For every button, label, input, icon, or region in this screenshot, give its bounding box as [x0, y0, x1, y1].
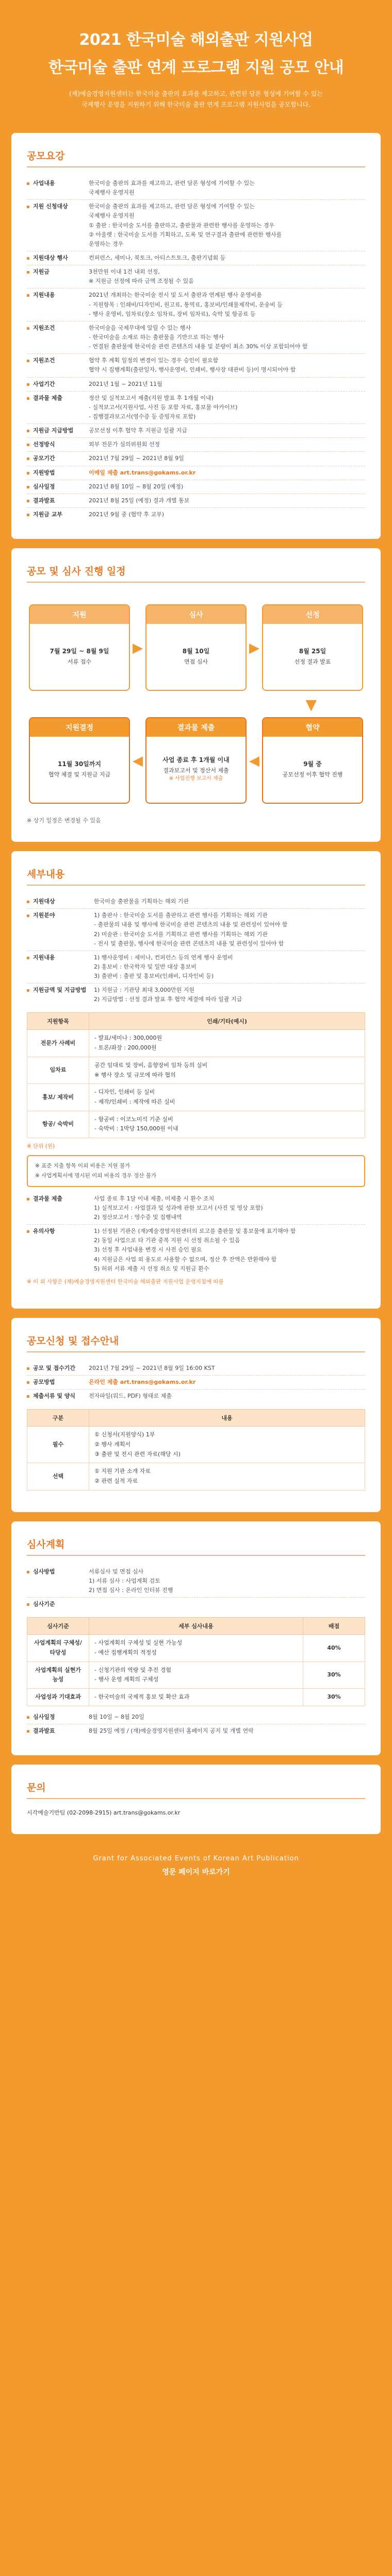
info-line[interactable]: 이메일 제출 art.trans@gokams.or.kr	[89, 469, 196, 476]
detail-list	[27, 895, 365, 1006]
table-line: - 숙박비 : 1박당 150,000원 이내	[94, 1125, 178, 1132]
info-value	[89, 510, 365, 519]
info-row	[27, 1225, 365, 1276]
table-header-cell: 구분	[27, 1410, 89, 1427]
apply-title: 공모신청 및 접수안내	[27, 1333, 365, 1352]
info-line: 한국미술 출판물을 기획하는 해외 기관	[94, 898, 189, 905]
info-value	[89, 440, 365, 449]
review-title: 심사계획	[27, 1537, 365, 1556]
info-value	[89, 426, 365, 435]
info-row	[27, 424, 365, 438]
table-category-cell: 사업계획의 구체성/타당성	[27, 1635, 89, 1662]
info-value	[94, 953, 365, 981]
table-content-cell	[89, 1463, 365, 1490]
info-label: 지원내용	[27, 291, 89, 318]
arrow-left-icon: ◀	[249, 753, 259, 769]
info-label: 결과물 제출	[27, 1194, 94, 1222]
flow-step-note: ※ 사업진행 보고서 제출	[169, 776, 223, 782]
table-line: - 제작/인쇄비 : 제작에 따른 실비	[94, 1098, 175, 1105]
table-line: ① 신청서(지원양식) 1부	[94, 1431, 155, 1438]
flow-step-desc: 면접 심사	[184, 658, 208, 665]
arrow-right-icon: ▶	[249, 640, 259, 656]
table-header-cell: 지원항목	[27, 1013, 89, 1030]
flow-step-title: 지원	[30, 605, 129, 624]
info-line: 5) 허위 서류 제출 시 선정 취소 및 지원금 환수	[94, 1265, 209, 1272]
flow-title: 공모 및 심사 진행 일정	[27, 564, 365, 583]
info-row	[27, 354, 365, 377]
info-value	[89, 394, 365, 421]
notice-line: ※ 표준 지출 항목 이외 비용은 지원 불가	[35, 1162, 130, 1169]
table-category-cell: 임차료	[27, 1057, 89, 1083]
contact-title: 문의	[27, 1780, 365, 1799]
info-value	[89, 1600, 365, 1609]
table-line: - 신청기관의 역량 및 추진 경험	[94, 1666, 171, 1673]
info-label: 지원분야	[27, 911, 94, 948]
info-line: - 전시 및 출판물, 행사에 한국미술 관련 콘텐츠의 내용 및 관련성이 있어야 함	[94, 940, 284, 947]
table-row	[27, 1111, 365, 1138]
overview-title: 공모요강	[27, 148, 365, 167]
flow-step-body	[146, 737, 246, 803]
info-line: 1) 서류 심사 : 사업계획 검토	[89, 1577, 160, 1584]
table-line: - 디자인, 인쇄비 등 실비	[94, 1089, 155, 1096]
table-content-cell	[89, 1111, 365, 1138]
table-score-cell: 40%	[303, 1635, 365, 1662]
table-row	[27, 1057, 365, 1083]
table-header-cell: 세부 심사내용	[89, 1618, 303, 1635]
flow-step	[145, 604, 247, 691]
info-label: 지원금	[27, 267, 89, 286]
hero-title: 2021 한국미술 해외출판 지원사업	[79, 31, 313, 49]
info-line: 1) 출판사 : 한국미술 도서를 출판하고 관련 행사를 기획하는 해외 기관	[94, 912, 268, 919]
table-header-row	[27, 1013, 365, 1030]
info-line: 한국미술 출판의 효과를 제고하고, 관련 담론 형성에 기여할 수 있는	[89, 203, 255, 210]
flow-step-date: 8월 25일	[299, 647, 326, 655]
table-line: - 발표/세미나 : 300,000원	[94, 1035, 162, 1042]
info-label: 지원내용	[27, 953, 94, 981]
info-row	[27, 1710, 365, 1724]
info-value	[89, 1364, 365, 1373]
flow-step-body	[146, 624, 246, 690]
info-row	[27, 378, 365, 392]
info-line: 2021년 7월 29일 ~ 2021년 8월 9일	[89, 455, 184, 462]
info-line: 1) 실적보고서 : 사업결과 및 성과에 관한 보고서 (사진 및 영상 포함)	[94, 1204, 263, 1211]
info-row	[27, 265, 365, 289]
info-row	[27, 200, 365, 251]
flow-card	[11, 548, 381, 842]
flow-step-desc: 선정 결과 발표	[294, 658, 331, 665]
info-line: 사업 종료 후 1달 이내 제출, 미제출 시 환수 조치	[94, 1195, 215, 1202]
info-line: 3) 선정 후 사업내용 변경 시 사전 승인 필요	[94, 1246, 202, 1253]
info-line: ② 아울렛 : 한국미술 도서를 기획하고, 도록 및 연구결과 출판에 관련한 행사를	[89, 231, 282, 238]
detail-list	[27, 1192, 365, 1276]
info-line: 서류심사 및 면접 심사	[89, 1568, 144, 1575]
table-content-cell	[89, 1057, 365, 1083]
info-row	[27, 1362, 365, 1376]
info-value	[89, 267, 365, 286]
table-content-cell	[89, 1662, 303, 1688]
info-value	[94, 911, 365, 948]
info-line: 2) 정산보고서 : 영수증 및 집행내역	[94, 1214, 182, 1221]
flow-step	[29, 717, 130, 804]
info-line: 1) 선정된 기관은 (재)예술경영지원센터의 로고를 출판물 및 홍보물에 표기해야 함	[94, 1228, 296, 1235]
apply-list	[27, 1362, 365, 1403]
table-row	[27, 1463, 365, 1490]
info-label: 지원금액 및 지급방법	[27, 986, 94, 1004]
table-category-cell: 전문가 사례비	[27, 1030, 89, 1057]
info-label: 지원금 지급방법	[27, 426, 89, 435]
info-line[interactable]: 온라인 제출 art.trans@gokams.or.kr	[89, 1378, 196, 1385]
hero-intro-line: 국제행사 운영을 지원하기 위해 한국미술 출판 연계 프로그램 지원사업을 공모합니다.	[81, 101, 311, 108]
flow-step-title: 협약	[263, 718, 362, 737]
down-arrow-icon: ▼	[305, 696, 317, 714]
info-value	[94, 1227, 365, 1274]
table-row	[27, 1084, 365, 1111]
info-value	[89, 1567, 365, 1595]
table-score-cell: 30%	[303, 1688, 365, 1706]
info-line: - 실적보고서(지원사업, 사진 등 포함 자료, 홍보물 아카이브)	[89, 403, 238, 411]
info-label: 지원대상 행사	[27, 253, 89, 263]
info-value	[89, 454, 365, 463]
table-line: - 예산 집행계획의 적정성	[94, 1649, 157, 1656]
info-value	[89, 202, 365, 249]
info-label: 지원조건	[27, 324, 89, 351]
table-line: - 한국미술의 국제적 홍보 및 확산 효과	[94, 1693, 190, 1700]
flow-step-date: 8월 10일	[182, 647, 210, 655]
info-label: 심사방법	[27, 1567, 89, 1595]
table-content-cell	[89, 1688, 303, 1706]
info-value	[94, 986, 365, 1004]
info-line: - 한국미술을 소재로 하는 출판물을 기반으로 하는 행사	[89, 333, 224, 341]
info-line: 한국미술 출판의 효과를 제고하고, 관련 담론 형성에 기여할 수 있는	[89, 180, 255, 187]
flow-row	[29, 717, 363, 805]
table-line: - 토론/좌장 : 200,000원	[94, 1044, 157, 1052]
flow-step	[145, 717, 247, 804]
table-line: ③ 출판 및 전시 관련 자료(해당 시)	[94, 1450, 181, 1458]
info-row	[27, 466, 365, 480]
info-row	[27, 1192, 365, 1225]
info-row	[27, 251, 365, 265]
info-value	[89, 1392, 365, 1401]
info-row	[27, 1598, 365, 1611]
info-label: 공모 및 접수기간	[27, 1364, 89, 1373]
hero-intro-line: (재)예술경영지원센터는 한국미술 출판의 효과를 제고하고, 관련된 담론 형성에 기여할 수 있는	[69, 90, 323, 97]
flow-step	[29, 604, 130, 691]
info-line: 정산 및 실적보고서 제출(지원 발표 후 1개월 이내)	[89, 394, 214, 401]
review-list	[27, 1565, 365, 1612]
info-label: 지원 신청대상	[27, 202, 89, 249]
info-label: 지원대상	[27, 897, 94, 906]
info-line: 2021년 8월 25일 (예정) 결과 개별 통보	[89, 497, 190, 504]
flow-step-body	[30, 624, 129, 690]
table-content-cell	[89, 1030, 365, 1057]
table-header-row	[27, 1618, 365, 1635]
table-content-cell	[89, 1635, 303, 1662]
info-line: - 집행결과보고서(영수증 등 증빙자료 포함)	[89, 413, 196, 420]
detail-title: 세부내용	[27, 867, 365, 886]
info-line: 2) 동일 사업으로 타 기관 중복 지원 시 선정 취소될 수 있음	[94, 1237, 240, 1244]
flow-step-title: 지원결정	[30, 718, 129, 737]
info-row	[27, 289, 365, 321]
info-value	[89, 324, 365, 351]
flow-step-body	[263, 624, 362, 690]
table-line: ② 행사 계획서	[94, 1440, 130, 1448]
info-value	[89, 253, 365, 263]
hero-subtitle: 한국미술 출판 연계 프로그램 지원 공모 안내	[48, 59, 344, 77]
info-value	[89, 1378, 365, 1387]
flow-step-title: 결과물 제출	[146, 718, 246, 737]
info-row	[27, 1389, 365, 1403]
table-header-cell: 심사기준	[27, 1618, 89, 1635]
info-label: 제출서류 및 양식	[27, 1392, 89, 1401]
info-row	[27, 508, 365, 521]
info-line: 협약 시 집행계획(출판일자, 행사운영비, 인쇄비, 행사장 대관비 등)이 명시되어야 함	[89, 366, 296, 374]
documents-table	[27, 1409, 365, 1490]
info-row	[27, 177, 365, 200]
table-row	[27, 1688, 365, 1706]
info-row	[27, 452, 365, 466]
flow-step-desc: 공모선정 이후 협약 진행	[282, 771, 343, 778]
info-line: 협약 후 계획 일정의 변경이 있는 경우 승인이 필요함	[89, 357, 219, 364]
info-row	[27, 909, 365, 951]
info-label: 결과발표	[27, 496, 89, 505]
info-line: ① 출판 : 한국미술 도서를 출판하고, 출판물과 관련한 행사를 운영하는 경우	[89, 222, 275, 229]
info-line: 외부 전문가 심의위원회 선정	[89, 441, 160, 448]
info-line: - 출판물의 내용 및 행사에 한국미술 관련 콘텐츠의 내용 및 관련성이 있어야 함	[94, 921, 288, 928]
flow-step-desc: 결과보고서 및 정산서 제출	[163, 767, 229, 774]
flow-diagram	[27, 592, 365, 809]
info-line: 2021년 9월 중 (협약 후 교부)	[89, 511, 165, 518]
info-line: 3천만원 이내 1건 내외 선정,	[89, 268, 160, 276]
info-line: 국제행사 운영지원	[89, 212, 135, 219]
table-category-cell: 선택	[27, 1463, 89, 1490]
info-line: 3) 출판비 : 출판 및 홍보비(인쇄비, 디자인비 등)	[94, 973, 214, 980]
info-label: 공모기간	[27, 454, 89, 463]
info-row	[27, 895, 365, 909]
table-header-cell: 인쇄/기타(예시)	[89, 1013, 365, 1030]
notice-line: ※ 사업계획서에 명시된 이외 비용의 경우 정산 불가	[35, 1172, 157, 1179]
info-line: 2021년 8월 10일 ~ 8월 20일 (예정)	[89, 483, 184, 490]
flow-step-date: 9월 중	[303, 760, 322, 768]
table-row	[27, 1427, 365, 1463]
table-line: ※ 행사 장소 및 규모에 따라 협의	[94, 1071, 176, 1078]
flow-step-desc: 협약 체결 및 지원금 지급	[48, 771, 111, 778]
flow-step-body	[263, 737, 362, 803]
warning-text: ※ 이 외 사항은 (재)예술경영지원센터 한국미술 해외출판 지원사업 운영지침에 따름	[27, 1278, 224, 1285]
table-line: 공간 임대료 및 장비, 음향장비 임차 등의 실비	[94, 1061, 208, 1069]
info-line: 2021년 개최하는 한국미술 전시 및 도서 출판과 연계된 행사 운영비용	[89, 292, 262, 299]
info-value	[94, 1194, 365, 1222]
table-header-cell: 내용	[89, 1410, 365, 1427]
info-row	[27, 438, 365, 452]
detail-card	[11, 851, 381, 1309]
flow-step-date: 7월 29일 ~ 8월 9일	[50, 647, 109, 655]
info-value	[89, 1726, 365, 1736]
info-value	[94, 897, 365, 906]
info-label: 공모방법	[27, 1378, 89, 1387]
info-line: 2) 홍보비 : 한국학자 및 일반 대상 홍보비	[94, 963, 197, 970]
info-row	[27, 951, 365, 984]
review-list	[27, 1710, 365, 1738]
overview-card	[11, 133, 381, 539]
info-line: 운영하는 경우	[89, 240, 124, 247]
arrow-right-icon: ▶	[133, 640, 143, 656]
info-label: 심사일정	[27, 482, 89, 492]
table-category-cell: 항공/ 숙박비	[27, 1111, 89, 1138]
info-label: 유의사항	[27, 1227, 94, 1274]
support-items-table	[27, 1012, 365, 1138]
info-line: 1) 지원금 : 기관당 최대 3,000만원 지원	[94, 987, 194, 994]
table-score-cell: 30%	[303, 1662, 365, 1688]
table-note: ※ 단위 (원)	[27, 1143, 55, 1149]
flow-step-desc: 서류 접수	[67, 658, 91, 665]
info-line: 2) 미술관 : 한국미술 도서를 기획하고 관련 행사를 기획하는 해외 기관	[94, 930, 268, 938]
table-header-cell: 배점	[303, 1618, 365, 1635]
info-value	[89, 356, 365, 375]
table-category-cell: 사업계획의 실현가능성	[27, 1662, 89, 1688]
flow-step	[262, 604, 363, 691]
notice-box	[27, 1155, 365, 1187]
contact-card	[11, 1765, 381, 1834]
info-row	[27, 494, 365, 508]
info-label: 지원금 교부	[27, 510, 89, 519]
info-label: 지원조건	[27, 356, 89, 375]
flow-step-body	[30, 737, 129, 803]
table-row	[27, 1030, 365, 1057]
table-category-cell: 사업성과 기대효과	[27, 1688, 89, 1706]
table-line: - 행사 운영 계획의 구체성	[94, 1676, 159, 1683]
info-row	[27, 480, 365, 494]
info-row	[27, 1565, 365, 1598]
info-line: ※ 지원금 선정에 따라 금액 조정될 수 있음	[89, 278, 194, 285]
table-line: - 사업계획의 구체성 및 실현 가능성	[94, 1639, 183, 1647]
info-line: 공모선정 이후 협약 후 지원금 일괄 지급	[89, 427, 187, 434]
info-label: 지원방법	[27, 468, 89, 478]
info-line: 컨퍼런스, 세미나, 북토크, 아티스트토크, 출판기념회 등	[89, 254, 226, 261]
info-line: 국제행사 운영지원	[89, 189, 135, 196]
table-row	[27, 1662, 365, 1688]
info-label: 심사기준	[27, 1600, 89, 1609]
info-row	[27, 392, 365, 424]
info-line: 8월 25일 예정 / (재)예술경영지원센터 홈페이지 공지 및 개별 연락	[89, 1727, 254, 1734]
info-value	[89, 291, 365, 318]
flow-step	[262, 717, 363, 804]
table-row	[27, 1635, 365, 1662]
info-line: 2) 면접 심사 : 온라인 인터뷰 진행	[89, 1586, 173, 1594]
english-page-link[interactable]: 영문 페이지 바로가기	[162, 1868, 230, 1876]
info-value	[89, 482, 365, 492]
info-line: 2021년 7월 29일 ~ 2021년 8월 9일 16:00 KST	[89, 1364, 215, 1371]
footer-english-title: Grant for Associated Events of Korean Art Publication	[93, 1854, 299, 1862]
flow-step-title: 선정	[263, 605, 362, 624]
info-label: 심사일정	[27, 1713, 89, 1722]
info-label: 사업기간	[27, 380, 89, 389]
contact-line[interactable]: 시각예술기반팀 (02-2098-2915) art.trans@gokams.or.kr	[27, 1809, 181, 1816]
table-line: - 항공비 : 이코노미석 기준 실비	[94, 1115, 173, 1123]
info-row	[27, 321, 365, 354]
info-value	[89, 496, 365, 505]
info-line: 전자파일(워드, PDF) 형태로 제출	[89, 1393, 172, 1400]
info-line: - 지원항목 : 인쇄비/디자인비, 원고료, 통역료, 홍보비/인쇄물제작비, 운송비 등	[89, 301, 283, 308]
info-label: 사업내용	[27, 179, 89, 197]
info-line: 4) 지원금은 사업 외 용도로 사용할 수 없으며, 정산 후 잔액은 반환해야 함	[94, 1256, 277, 1263]
flow-note: ※ 상기 일정은 변경될 수 있음	[27, 817, 101, 824]
arrow-left-icon: ◀	[133, 753, 143, 769]
info-line: - 연결된 출판물에 한국미술 관련 콘텐츠의 내용 및 분량이 최소 30% 이상 포함되어야 함	[89, 343, 308, 350]
info-label: 결과물 제출	[27, 394, 89, 421]
info-row	[27, 984, 365, 1006]
info-line: 2) 지급방법 : 선정 결과 발표 후 협약 체결에 따라 일괄 지급	[94, 996, 242, 1003]
table-line: ② 관련 실적 자료	[94, 1477, 138, 1484]
info-value	[89, 179, 365, 197]
review-card	[11, 1521, 381, 1755]
table-category-cell: 홍보/ 제작비	[27, 1084, 89, 1111]
info-line: 한국미술을 국제무대에 알릴 수 있는 행사	[89, 324, 191, 331]
apply-card	[11, 1318, 381, 1512]
info-line: 2021년 1월 ~ 2021년 11월	[89, 380, 162, 387]
hero-intro	[22, 89, 370, 110]
table-header-row	[27, 1410, 365, 1427]
flow-row	[29, 604, 363, 692]
table-line: ① 지원 기관 소개 자료	[94, 1468, 151, 1475]
info-label: 결과발표	[27, 1726, 89, 1736]
flow-step-title: 심사	[146, 605, 246, 624]
footer	[11, 1834, 381, 1882]
flow-step-date: 사업 종료 후 1개월 이내	[162, 756, 230, 764]
info-value	[89, 380, 365, 389]
criteria-table	[27, 1617, 365, 1706]
info-line: 1) 행사운영비 : 세미나, 컨퍼런스 등의 연계 행사 운영비	[94, 954, 233, 961]
hero	[11, 0, 381, 124]
info-value	[89, 468, 365, 478]
table-content-cell	[89, 1427, 365, 1463]
info-line: - 행사 운영비, 임차료(장소 임차료, 장비 임차료), 숙박 및 항공료 등	[89, 310, 256, 317]
table-category-cell: 필수	[27, 1427, 89, 1463]
info-row	[27, 1376, 365, 1389]
info-row	[27, 1724, 365, 1738]
info-line: 8월 10일 ~ 8월 20일	[89, 1713, 144, 1720]
info-value	[89, 1713, 365, 1722]
table-content-cell	[89, 1084, 365, 1111]
flow-step-date: 11월 30일까지	[58, 760, 101, 768]
info-label: 선정방식	[27, 440, 89, 449]
overview-list	[27, 177, 365, 521]
